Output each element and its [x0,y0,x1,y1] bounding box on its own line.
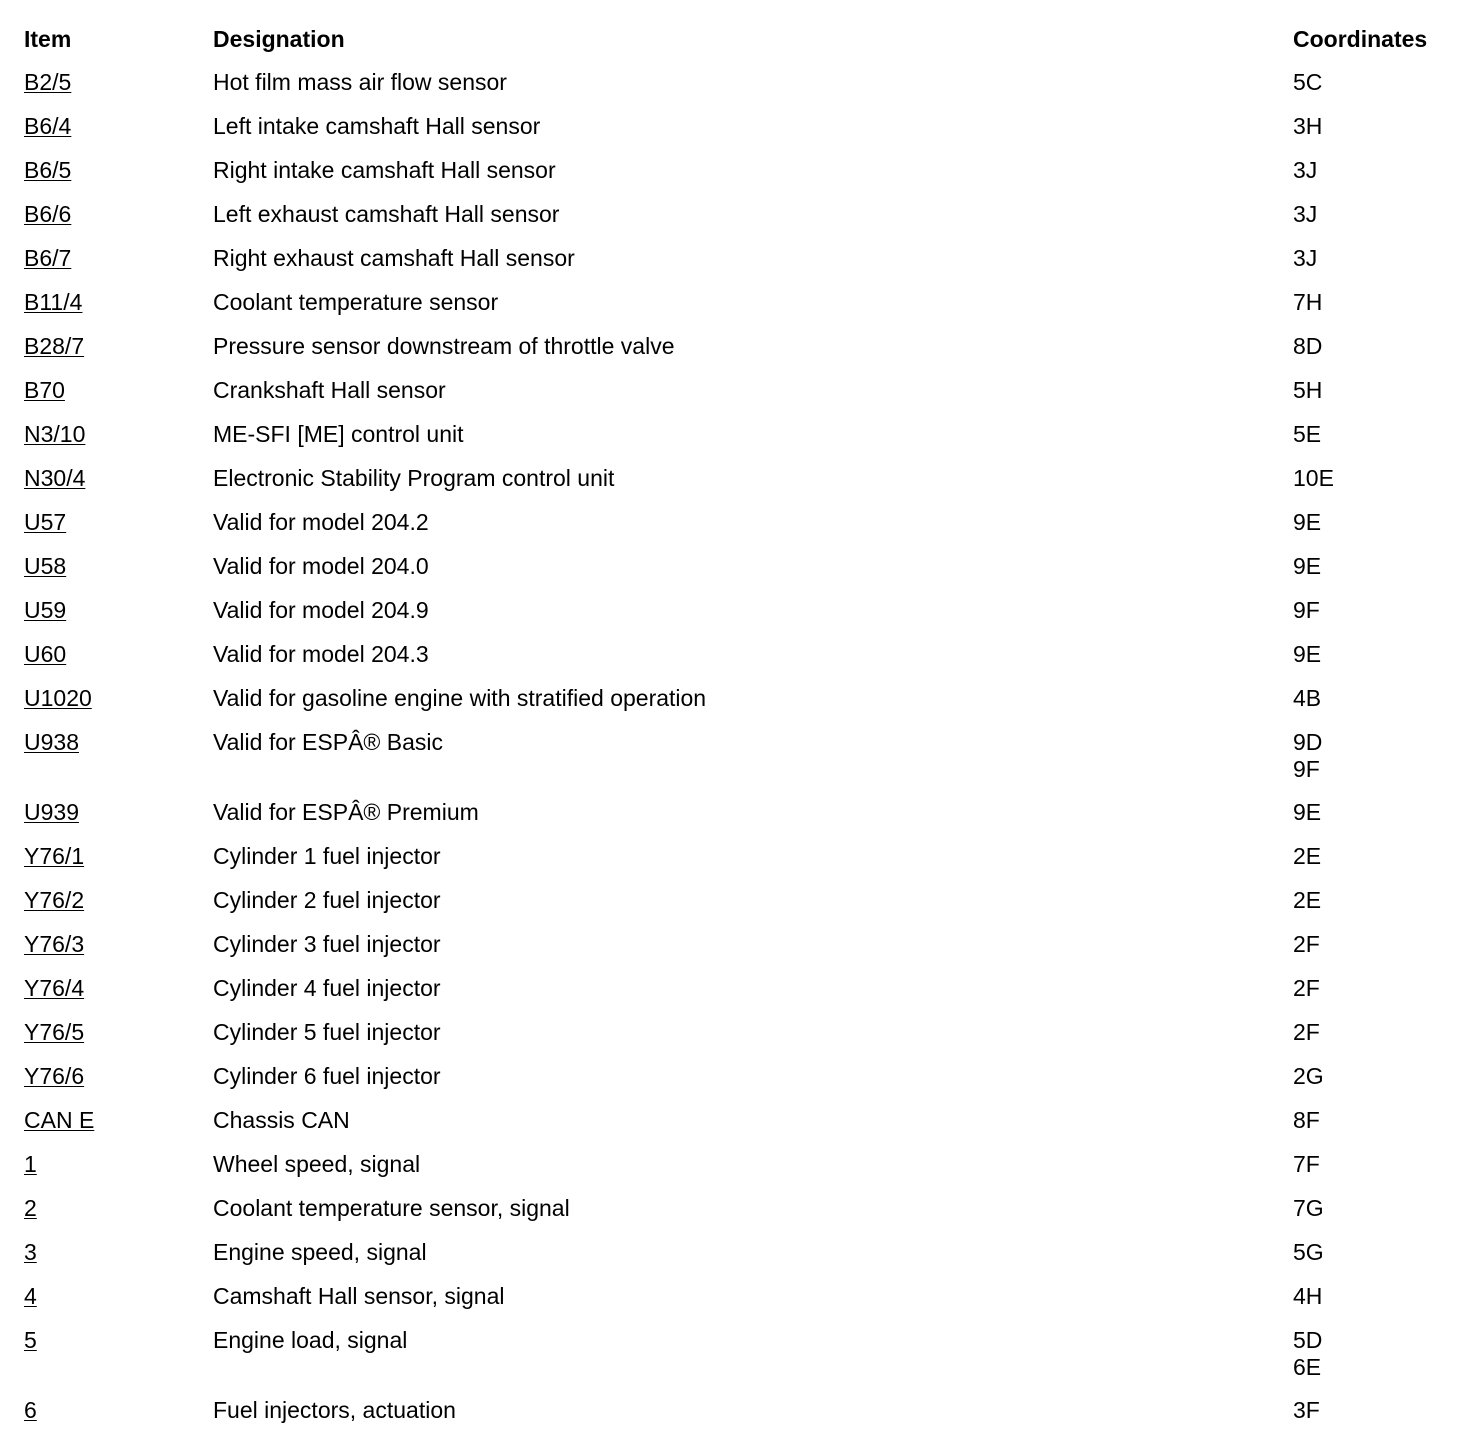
coordinates-cell [1293,1283,1472,1310]
designation-cell: ME-SFI [ME] control unit [213,421,464,447]
designation-cell: Cylinder 2 fuel injector [213,887,441,913]
coordinates-cell [1293,1107,1472,1134]
designation-cell: Valid for model 204.9 [213,597,429,623]
item-link[interactable]: U938 [24,729,79,755]
item-cell [0,509,213,536]
coordinates-cell [1293,641,1472,668]
table-row [0,1326,1472,1396]
coordinates-cell [1293,1397,1472,1424]
table-row [0,886,1472,930]
coordinates-cell [1293,685,1472,712]
item-cell [0,685,213,712]
designation-cell: Engine load, signal [213,1327,408,1353]
coordinate-value: 3J [1293,201,1318,227]
coordinates-cell [1293,931,1472,958]
coordinate-value: 10E [1293,465,1334,491]
table-row [0,332,1472,376]
coordinates-cell [1293,377,1472,404]
item-cell [0,975,213,1002]
coordinates-cell [1293,465,1472,492]
coordinate-value: 2G [1293,1063,1324,1089]
coordinate-value: 3H [1293,113,1323,139]
item-cell [0,245,213,272]
coordinate-value: 3J [1293,245,1318,271]
header-designation: Designation [213,26,345,52]
item-cell [0,1151,213,1178]
table-row [0,552,1472,596]
table-row [0,684,1472,728]
coordinate-value: 4B [1293,685,1322,711]
table-row [0,1396,1472,1440]
item-link[interactable]: B28/7 [24,333,85,359]
table-row [0,68,1472,112]
table-row [0,974,1472,1018]
coordinate-value: 8F [1293,1107,1320,1133]
designation-cell: Engine speed, signal [213,1239,427,1265]
table-row [0,842,1472,886]
coordinate-value: 7F [1293,1151,1320,1177]
coordinates-cell [1293,729,1472,783]
coordinates-cell [1293,553,1472,580]
designation-cell: Valid for model 204.3 [213,641,429,667]
item-link[interactable]: Y76/6 [24,1063,85,1089]
item-link[interactable]: U58 [24,553,67,579]
coordinates-cell [1293,597,1472,624]
item-link[interactable]: B6/5 [24,157,72,183]
coordinate-value: 6E [1293,1354,1322,1380]
coordinate-value: 2E [1293,887,1322,913]
table-row [0,1282,1472,1326]
table-row [0,288,1472,332]
header-item: Item [24,26,72,52]
designation-cell: Coolant temperature sensor [213,289,499,315]
table-row [0,596,1472,640]
item-link[interactable]: U60 [24,641,67,667]
coordinates-cell [1293,1063,1472,1090]
table-row [0,464,1472,508]
designation-cell: Right intake camshaft Hall sensor [213,157,556,183]
item-cell [0,1283,213,1310]
item-cell [0,553,213,580]
item-link[interactable]: U1020 [24,685,92,711]
designation-cell: Cylinder 6 fuel injector [213,1063,441,1089]
table-row [0,798,1472,842]
coordinate-value: 3F [1293,1397,1320,1423]
item-link[interactable]: 4 [24,1283,37,1309]
designation-cell: Electronic Stability Program control unit [213,465,615,491]
item-link[interactable]: Y76/5 [24,1019,85,1045]
coordinate-value: 5E [1293,421,1322,447]
designation-cell: Valid for model 204.2 [213,509,429,535]
table-row [0,420,1472,464]
item-link[interactable]: Y76/4 [24,975,85,1001]
coordinates-cell [1293,975,1472,1002]
table-row [0,1062,1472,1106]
coordinate-value: 7H [1293,289,1323,315]
coordinates-cell [1293,421,1472,448]
table-row [0,376,1472,420]
coordinate-value: 9E [1293,509,1322,535]
item-link[interactable]: CAN E [24,1107,95,1133]
coordinates-cell [1293,333,1472,360]
table-row [0,1194,1472,1238]
coordinates-cell [1293,1195,1472,1222]
item-cell [0,931,213,958]
coordinates-cell [1293,157,1472,184]
coordinate-value: 2F [1293,975,1320,1001]
designation-cell: Camshaft Hall sensor, signal [213,1283,505,1309]
designation-cell: Cylinder 5 fuel injector [213,1019,441,1045]
item-cell [0,1327,213,1354]
item-cell [0,69,213,96]
designation-cell: Left exhaust camshaft Hall sensor [213,201,560,227]
coordinates-cell [1293,69,1472,96]
item-cell [0,333,213,360]
coordinates-cell [1293,113,1472,140]
table-row [0,1238,1472,1282]
coordinate-value: 5G [1293,1239,1324,1265]
table-row [0,640,1472,684]
designation-cell: Cylinder 4 fuel injector [213,975,441,1001]
coordinate-value: 9E [1293,799,1322,825]
table-header-row [0,26,1472,68]
coordinate-value: 2F [1293,931,1320,957]
designation-cell: Hot film mass air flow sensor [213,69,507,95]
table-row [0,930,1472,974]
item-cell [0,729,213,756]
designation-cell: Right exhaust camshaft Hall sensor [213,245,575,271]
item-cell [0,887,213,914]
table-row [0,1150,1472,1194]
table-row [0,156,1472,200]
item-cell [0,465,213,492]
coordinate-value: 9E [1293,553,1322,579]
coordinate-value: 4H [1293,1283,1323,1309]
coordinate-value: 9E [1293,641,1322,667]
coordinates-cell [1293,289,1472,316]
item-link[interactable]: Y76/1 [24,843,85,869]
coordinates-cell [1293,799,1472,826]
item-link[interactable]: U59 [24,597,67,623]
item-link[interactable]: B6/6 [24,201,72,227]
coordinate-value: 7G [1293,1195,1324,1221]
item-link[interactable]: B11/4 [24,289,83,315]
item-cell [0,157,213,184]
item-link[interactable]: Y76/3 [24,931,85,957]
item-link[interactable]: U939 [24,799,79,825]
item-cell [0,289,213,316]
coordinate-value: 9D [1293,729,1323,755]
coordinate-value: 2F [1293,1019,1320,1045]
table-row [0,200,1472,244]
table-row [0,1106,1472,1150]
legend-table [0,26,1472,1440]
coordinates-cell [1293,201,1472,228]
item-cell [0,597,213,624]
coordinates-cell [1293,887,1472,914]
item-cell [0,377,213,404]
item-link[interactable]: Y76/2 [24,887,85,913]
item-link[interactable]: N30/4 [24,465,86,491]
designation-cell: Crankshaft Hall sensor [213,377,446,403]
item-cell [0,421,213,448]
designation-cell: Valid for ESPÂ® Premium [213,799,479,825]
item-cell [0,1397,213,1424]
table-row [0,508,1472,552]
item-cell [0,201,213,228]
coordinate-value: 2E [1293,843,1322,869]
item-link[interactable]: 5 [24,1327,37,1353]
item-link[interactable]: 6 [24,1397,37,1423]
item-link[interactable]: B6/7 [24,245,72,271]
item-cell [0,1063,213,1090]
coordinate-value: 9F [1293,756,1320,782]
designation-cell: Cylinder 1 fuel injector [213,843,441,869]
coordinate-value: 5D [1293,1327,1323,1353]
designation-cell: Valid for model 204.0 [213,553,429,579]
header-coordinates: Coordinates [1293,26,1428,52]
coordinate-value: 5H [1293,377,1323,403]
coordinates-cell [1293,843,1472,870]
coordinates-cell [1293,245,1472,272]
coordinate-value: 9F [1293,597,1320,623]
coordinate-value: 3J [1293,157,1318,183]
item-cell [0,1195,213,1222]
item-link[interactable]: B6/4 [24,113,72,139]
table-row [0,112,1472,156]
designation-cell: Wheel speed, signal [213,1151,421,1177]
item-link[interactable]: B2/5 [24,69,72,95]
coordinate-value: 5C [1293,69,1323,95]
designation-cell: Fuel injectors, actuation [213,1397,456,1423]
coordinates-cell [1293,1151,1472,1178]
item-cell [0,113,213,140]
coordinates-cell [1293,1019,1472,1046]
designation-cell: Cylinder 3 fuel injector [213,931,441,957]
designation-cell: Coolant temperature sensor, signal [213,1195,570,1221]
item-cell [0,1107,213,1134]
item-cell [0,641,213,668]
designation-cell: Valid for ESPÂ® Basic [213,729,443,755]
coordinate-value: 8D [1293,333,1323,359]
item-cell [0,1019,213,1046]
table-row [0,728,1472,798]
item-link[interactable]: 2 [24,1195,37,1221]
item-link[interactable]: 1 [24,1151,37,1177]
table-row [0,1018,1472,1062]
coordinates-cell [1293,509,1472,536]
item-link[interactable]: N3/10 [24,421,86,447]
designation-cell: Pressure sensor downstream of throttle valve [213,333,675,359]
designation-cell: Chassis CAN [213,1107,350,1133]
item-link[interactable]: 3 [24,1239,37,1265]
table-body [0,68,1472,1440]
designation-cell: Left intake camshaft Hall sensor [213,113,541,139]
item-link[interactable]: B70 [24,377,65,403]
item-cell [0,1239,213,1266]
coordinates-cell [1293,1239,1472,1266]
item-cell [0,843,213,870]
table-row [0,244,1472,288]
designation-cell: Valid for gasoline engine with stratified operation [213,685,707,711]
coordinates-cell [1293,1327,1472,1381]
item-link[interactable]: U57 [24,509,67,535]
item-cell [0,799,213,826]
